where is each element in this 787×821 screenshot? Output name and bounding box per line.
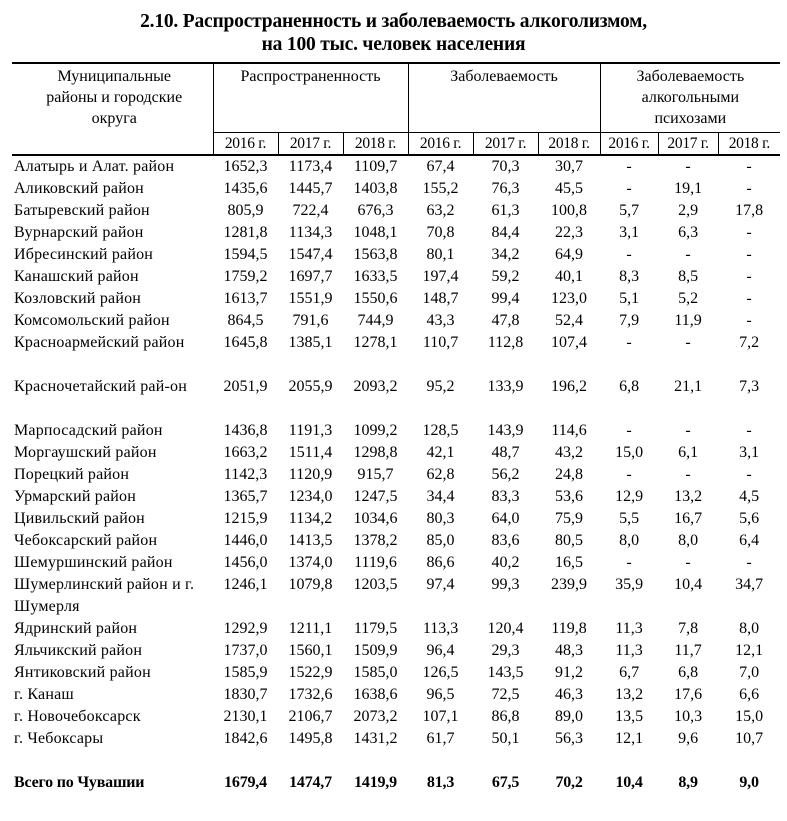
- row-value: 1281,8: [223, 224, 268, 241]
- row-value: 1120,9: [288, 466, 333, 483]
- row-value: 29,3: [491, 642, 520, 659]
- row-value: 7,3: [739, 378, 760, 395]
- row-value: -: [746, 268, 752, 285]
- row-value: 113,3: [422, 620, 459, 637]
- row-value: 96,4: [426, 642, 455, 659]
- row-value: 80,3: [426, 510, 455, 527]
- row-value: 16,7: [674, 510, 703, 527]
- row-value: 96,5: [426, 686, 455, 703]
- row-value: 64,0: [491, 510, 520, 527]
- spacer-row: [12, 750, 780, 772]
- row-value: 2130,1: [223, 708, 268, 725]
- row-value: 12,1: [615, 730, 644, 747]
- row-value: 1435,6: [223, 180, 268, 197]
- row-value: 2073,2: [353, 708, 398, 725]
- row-value: 1034,6: [353, 510, 398, 527]
- row-value: 1142,3: [223, 466, 268, 483]
- row-value: 17,8: [735, 202, 764, 219]
- row-value: -: [746, 290, 752, 307]
- row-value: -: [685, 334, 691, 351]
- row-value: 3,1: [619, 224, 640, 241]
- row-value: 19,1: [674, 180, 703, 197]
- row-value: 744,9: [357, 312, 394, 329]
- table-row: [12, 552, 780, 574]
- row-value: 10,3: [674, 708, 703, 725]
- row-name: Ибресинский район: [14, 246, 154, 263]
- row-value: 12,9: [615, 488, 644, 505]
- row-value: 676,3: [357, 202, 394, 219]
- row-value: 30,7: [555, 158, 584, 175]
- row-name: Урмарский район: [14, 488, 137, 505]
- row-value: 1737,0: [223, 642, 268, 659]
- row-value: 1830,7: [223, 686, 268, 703]
- row-value: 1247,5: [353, 488, 398, 505]
- row-value: 6,8: [678, 664, 699, 681]
- row-value: 239,9: [551, 576, 588, 593]
- row-value: 100,8: [551, 202, 588, 219]
- header-year: 2017 г.: [473, 133, 538, 156]
- table-row: [12, 662, 780, 684]
- row-value: 1211,1: [288, 620, 333, 637]
- table-row: [12, 420, 780, 442]
- row-value: 148,7: [422, 290, 459, 307]
- row-value: 107,1: [422, 708, 459, 725]
- row-value: 34,2: [491, 246, 520, 263]
- row-value: 1385,1: [288, 334, 333, 351]
- row-value: 10,7: [735, 730, 764, 747]
- row-value: 1079,8: [288, 576, 333, 593]
- row-value: 86,8: [491, 708, 520, 725]
- row-value: 40,1: [555, 268, 584, 285]
- row-value: 7,9: [619, 312, 640, 329]
- row-value: 1652,3: [223, 158, 268, 175]
- row-value: 1099,2: [353, 422, 398, 439]
- row-value: -: [626, 554, 632, 571]
- total-row: [12, 772, 780, 794]
- row-value: 1585,9: [223, 664, 268, 681]
- row-value: 7,8: [678, 620, 699, 637]
- row-value: 46,3: [555, 686, 584, 703]
- row-value: 21,1: [674, 378, 703, 395]
- spacer-cell: [12, 750, 780, 772]
- row-value: 1560,1: [288, 642, 333, 659]
- row-value: 1134,3: [288, 224, 333, 241]
- row-value: 6,4: [739, 532, 760, 549]
- row-value: 143,5: [487, 664, 524, 681]
- row-value: 56,3: [555, 730, 584, 747]
- row-value: 80,1: [426, 246, 455, 263]
- row-name: Шумерлинский район и г. Шумерля: [14, 576, 195, 615]
- header-year: 2017 г.: [658, 133, 718, 156]
- row-value: 47,8: [491, 312, 520, 329]
- table-row: [12, 288, 780, 310]
- total-value: 81,3: [426, 774, 455, 791]
- row-value: 2055,9: [288, 378, 333, 395]
- row-value: 1842,6: [223, 730, 268, 747]
- row-name: Яльчикский район: [14, 642, 143, 659]
- row-value: 9,6: [678, 730, 699, 747]
- row-value: 35,9: [615, 576, 644, 593]
- header-year: 2016 г.: [213, 133, 278, 156]
- row-name: Порецкий район: [14, 466, 130, 483]
- row-value: 83,6: [491, 532, 520, 549]
- row-value: 45,5: [555, 180, 584, 197]
- table-row: [12, 640, 780, 662]
- header-year: 2018 г.: [718, 133, 780, 156]
- row-value: 91,2: [555, 664, 584, 681]
- row-value: 2093,2: [353, 378, 398, 395]
- row-value: -: [626, 466, 632, 483]
- row-value: 1431,2: [353, 730, 398, 747]
- row-value: 86,6: [426, 554, 455, 571]
- row-value: 34,7: [735, 576, 764, 593]
- row-value: 13,2: [674, 488, 703, 505]
- table-row: [12, 178, 780, 200]
- row-value: 1365,7: [223, 488, 268, 505]
- row-value: 89,0: [555, 708, 584, 725]
- row-value: 1403,8: [353, 180, 398, 197]
- row-value: 805,9: [227, 202, 264, 219]
- row-value: 107,4: [551, 334, 588, 351]
- header-group-prevalence: Распространенность: [213, 63, 408, 133]
- row-value: 1048,1: [353, 224, 398, 241]
- row-name: Янтиковский район: [14, 664, 151, 681]
- row-value: 11,3: [615, 620, 643, 637]
- row-value: 4,5: [739, 488, 760, 505]
- row-value: 15,0: [735, 708, 764, 725]
- row-name: Вурнарский район: [14, 224, 144, 241]
- row-value: 1732,6: [288, 686, 333, 703]
- row-value: -: [746, 312, 752, 329]
- row-value: 99,4: [491, 290, 520, 307]
- row-value: 48,3: [555, 642, 584, 659]
- row-value: 110,7: [422, 334, 459, 351]
- row-value: 85,0: [426, 532, 455, 549]
- row-value: 1511,4: [288, 444, 333, 461]
- row-value: 1203,5: [353, 576, 398, 593]
- row-value: 63,2: [426, 202, 455, 219]
- table-row: [12, 442, 780, 464]
- row-value: -: [626, 158, 632, 175]
- row-value: -: [626, 246, 632, 263]
- row-name: Красноармейский район: [14, 334, 185, 351]
- total-value: 1474,7: [289, 774, 332, 791]
- row-value: -: [685, 158, 691, 175]
- row-value: 791,6: [292, 312, 329, 329]
- title-line-1: 2.10. Распространенность и заболеваемость алкоголизмом,: [140, 11, 647, 32]
- row-value: 15,0: [615, 444, 644, 461]
- row-value: 1613,7: [223, 290, 268, 307]
- header-year: 2018 г.: [538, 133, 600, 156]
- row-value: 59,2: [491, 268, 520, 285]
- row-value: 13,5: [615, 708, 644, 725]
- row-value: 2106,7: [288, 708, 333, 725]
- row-value: 1697,7: [288, 268, 333, 285]
- row-value: 1509,9: [353, 642, 398, 659]
- row-value: 7,0: [739, 664, 760, 681]
- table-row: [12, 222, 780, 244]
- row-value: 6,8: [619, 378, 640, 395]
- row-value: -: [626, 422, 632, 439]
- row-name: Марпосадский район: [14, 422, 163, 439]
- row-value: 5,7: [619, 202, 640, 219]
- header-group-psychoses: Заболеваемость алкогольными психозами: [600, 63, 780, 133]
- row-value: 155,2: [422, 180, 459, 197]
- row-value: 1445,7: [288, 180, 333, 197]
- row-name: Алатырь и Алат. район: [14, 158, 175, 175]
- row-value: 133,9: [487, 378, 524, 395]
- row-value: 43,2: [555, 444, 584, 461]
- total-name: Всего по Чувашии: [14, 774, 145, 791]
- table-row: [12, 332, 780, 376]
- row-name: г. Канаш: [14, 686, 74, 703]
- row-value: 1378,2: [353, 532, 398, 549]
- row-value: 11,7: [674, 642, 702, 659]
- row-value: 143,9: [487, 422, 524, 439]
- row-value: 1173,4: [288, 158, 333, 175]
- header-year: 2018 г.: [343, 133, 408, 156]
- row-value: 2,9: [678, 202, 699, 219]
- row-name: Батыревский район: [14, 202, 150, 219]
- row-value: 1191,3: [288, 422, 333, 439]
- row-value: 12,1: [735, 642, 764, 659]
- row-value: 1374,0: [288, 554, 333, 571]
- table-row: [12, 464, 780, 486]
- total-value: 70,2: [555, 774, 583, 791]
- row-value: -: [746, 246, 752, 263]
- row-value: 95,2: [426, 378, 455, 395]
- row-value: 97,4: [426, 576, 455, 593]
- row-value: 120,4: [487, 620, 524, 637]
- row-value: 6,1: [678, 444, 699, 461]
- row-value: -: [685, 246, 691, 263]
- row-value: 3,1: [739, 444, 760, 461]
- row-value: 1551,9: [288, 290, 333, 307]
- row-value: 13,2: [615, 686, 644, 703]
- row-value: 8,0: [739, 620, 760, 637]
- table-row: [12, 684, 780, 706]
- row-value: 1495,8: [288, 730, 333, 747]
- row-value: 2051,9: [223, 378, 268, 395]
- row-value: 62,8: [426, 466, 455, 483]
- row-value: 64,9: [555, 246, 584, 263]
- row-name: Козловский район: [14, 290, 142, 307]
- row-value: 67,4: [426, 158, 455, 175]
- row-value: 1594,5: [223, 246, 268, 263]
- row-value: 42,1: [426, 444, 455, 461]
- row-value: 1134,2: [288, 510, 333, 527]
- row-value: 5,6: [739, 510, 760, 527]
- row-value: 84,4: [491, 224, 520, 241]
- row-value: 72,5: [491, 686, 520, 703]
- row-value: 52,4: [555, 312, 584, 329]
- row-value: 1179,5: [353, 620, 398, 637]
- table-row: [12, 244, 780, 266]
- row-value: -: [746, 466, 752, 483]
- header-municipality: Муниципальные районы и городские округа: [12, 63, 213, 155]
- row-name: Шемуршинский район: [14, 554, 173, 571]
- total-value: 67,5: [491, 774, 520, 791]
- row-value: 76,3: [491, 180, 520, 197]
- table-row: [12, 376, 780, 420]
- header-year: 2016 г.: [600, 133, 658, 156]
- row-value: 8,0: [619, 532, 640, 549]
- row-value: 1547,4: [288, 246, 333, 263]
- row-value: 24,8: [555, 466, 584, 483]
- row-value: 61,7: [426, 730, 455, 747]
- row-value: 1645,8: [223, 334, 268, 351]
- row-value: 196,2: [551, 378, 588, 395]
- row-value: 75,9: [555, 510, 584, 527]
- row-value: 5,5: [619, 510, 640, 527]
- row-value: 11,9: [674, 312, 702, 329]
- row-value: 70,3: [491, 158, 520, 175]
- row-value: 123,0: [551, 290, 588, 307]
- row-name: Комсомольский район: [14, 312, 170, 329]
- table-row: [12, 508, 780, 530]
- row-value: 8,0: [678, 532, 699, 549]
- total-value: 9,0: [739, 774, 759, 791]
- table-row: [12, 200, 780, 222]
- row-value: 1563,8: [353, 246, 398, 263]
- row-value: 40,2: [491, 554, 520, 571]
- row-value: 53,6: [555, 488, 584, 505]
- row-value: 1633,5: [353, 268, 398, 285]
- row-name: Канашский район: [14, 268, 139, 285]
- row-value: 1109,7: [353, 158, 398, 175]
- row-value: -: [685, 554, 691, 571]
- row-value: 1585,0: [353, 664, 398, 681]
- row-value: 48,7: [491, 444, 520, 461]
- row-name: Чебоксарский район: [14, 532, 158, 549]
- total-value: 1679,4: [224, 774, 267, 791]
- row-value: 11,3: [615, 642, 643, 659]
- row-value: 1413,5: [288, 532, 333, 549]
- row-value: 1638,6: [353, 686, 398, 703]
- table-row: [12, 574, 780, 618]
- row-value: 10,4: [674, 576, 703, 593]
- total-value: 10,4: [615, 774, 643, 791]
- row-value: 128,5: [422, 422, 459, 439]
- table-row: [12, 486, 780, 508]
- row-name: Ядринский район: [14, 620, 138, 637]
- table-row: [12, 266, 780, 288]
- row-name: Цивильский район: [14, 510, 145, 527]
- row-value: 6,7: [619, 664, 640, 681]
- header-year: 2017 г.: [278, 133, 343, 156]
- header-group-incidence: Заболеваемость: [408, 63, 600, 133]
- row-value: 8,5: [678, 268, 699, 285]
- row-value: -: [626, 180, 632, 197]
- row-value: -: [685, 466, 691, 483]
- statistics-table: [12, 62, 780, 794]
- row-value: 1522,9: [288, 664, 333, 681]
- row-value: 197,4: [422, 268, 459, 285]
- table-row: [12, 618, 780, 640]
- row-value: -: [746, 180, 752, 197]
- row-value: -: [746, 554, 752, 571]
- row-value: 722,4: [292, 202, 329, 219]
- row-value: 16,5: [555, 554, 584, 571]
- row-value: 56,2: [491, 466, 520, 483]
- row-value: 83,3: [491, 488, 520, 505]
- row-value: 864,5: [227, 312, 264, 329]
- row-name: г. Новочебоксарск: [14, 708, 141, 725]
- row-value: 1436,8: [223, 422, 268, 439]
- row-value: 22,3: [555, 224, 584, 241]
- row-value: 70,8: [426, 224, 455, 241]
- row-value: 7,2: [739, 334, 760, 351]
- row-value: 1446,0: [223, 532, 268, 549]
- row-value: -: [746, 158, 752, 175]
- table-row: [12, 728, 780, 750]
- row-value: 17,6: [674, 686, 703, 703]
- row-value: 1456,0: [223, 554, 268, 571]
- row-name: Аликовский район: [14, 180, 144, 197]
- title-line-2: на 100 тыс. человек населения: [261, 34, 526, 55]
- row-name: г. Чебоксары: [14, 730, 104, 747]
- row-value: -: [746, 224, 752, 241]
- row-value: 6,6: [739, 686, 760, 703]
- row-value: 1278,1: [353, 334, 398, 351]
- table-row: [12, 530, 780, 552]
- header-year: 2016 г.: [408, 133, 473, 156]
- row-value: 5,2: [678, 290, 699, 307]
- row-value: 1663,2: [223, 444, 268, 461]
- row-value: 8,3: [619, 268, 640, 285]
- row-value: 114,6: [551, 422, 587, 439]
- row-value: 1234,0: [288, 488, 333, 505]
- row-value: 50,1: [491, 730, 520, 747]
- row-value: 915,7: [357, 466, 394, 483]
- row-value: 1215,9: [223, 510, 268, 527]
- row-value: 112,8: [487, 334, 524, 351]
- table-row: [12, 310, 780, 332]
- row-value: 1298,8: [353, 444, 398, 461]
- row-value: 1292,9: [223, 620, 268, 637]
- row-name: Красночетайский рай-он: [14, 378, 187, 395]
- table-row: [12, 155, 780, 178]
- row-value: -: [685, 422, 691, 439]
- row-value: 119,8: [551, 620, 587, 637]
- row-value: 1119,6: [354, 554, 397, 571]
- row-value: 1550,6: [353, 290, 398, 307]
- row-value: -: [626, 334, 632, 351]
- total-value: 8,9: [678, 774, 698, 791]
- row-value: 43,3: [426, 312, 455, 329]
- row-value: 6,3: [678, 224, 699, 241]
- total-value: 1419,9: [354, 774, 397, 791]
- row-value: 126,5: [422, 664, 459, 681]
- table-title: [0, 10, 787, 56]
- row-value: 5,1: [619, 290, 640, 307]
- row-value: 99,3: [491, 576, 520, 593]
- row-value: -: [746, 422, 752, 439]
- row-name: Моргаушский район: [14, 444, 157, 461]
- row-value: 1246,1: [223, 576, 268, 593]
- row-value: 61,3: [491, 202, 520, 219]
- row-value: 34,4: [426, 488, 455, 505]
- table-row: [12, 706, 780, 728]
- row-value: 80,5: [555, 532, 584, 549]
- row-value: 1759,2: [223, 268, 268, 285]
